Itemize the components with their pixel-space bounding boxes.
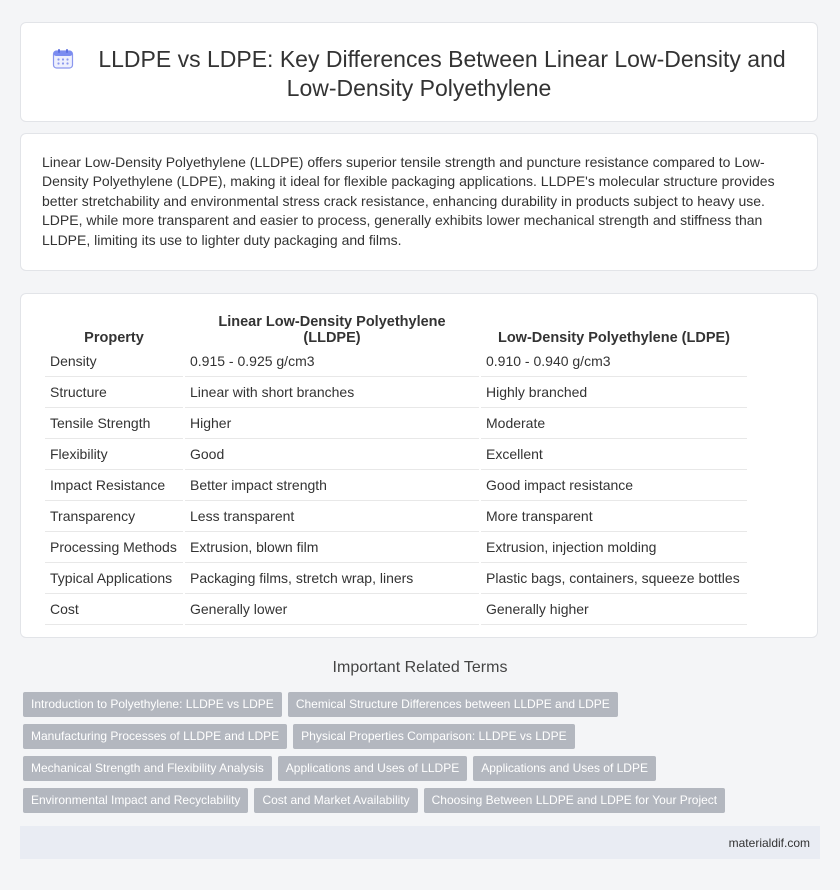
table-row (45, 408, 747, 439)
property-cell: Flexibility (45, 439, 183, 470)
lldpe-cell: Better impact strength (185, 470, 479, 501)
table-row (45, 563, 747, 594)
ldpe-cell: 0.910 - 0.940 g/cm3 (481, 346, 747, 377)
table-row (45, 439, 747, 470)
related-term-link[interactable]: Manufacturing Processes of LLDPE and LDPE (23, 724, 287, 749)
ldpe-cell: Moderate (481, 408, 747, 439)
lldpe-cell: Packaging films, stretch wrap, liners (185, 563, 479, 594)
title-line-1: LLDPE vs LDPE: Key Differences Between Linear Low-Density and (98, 46, 786, 72)
related-term-link[interactable]: Choosing Between LLDPE and LDPE for Your Project (424, 788, 726, 813)
lldpe-cell: 0.915 - 0.925 g/cm3 (185, 346, 479, 377)
tag-row (23, 692, 813, 717)
lldpe-cell: Linear with short branches (185, 377, 479, 408)
lldpe-cell: Higher (185, 408, 479, 439)
tag-row (23, 756, 813, 781)
related-term-link[interactable]: Applications and Uses of LLDPE (278, 756, 467, 781)
property-cell: Cost (45, 594, 183, 625)
table-row (45, 470, 747, 501)
property-cell: Typical Applications (45, 563, 183, 594)
tag-row (23, 788, 813, 813)
related-term-link[interactable]: Mechanical Strength and Flexibility Analysis (23, 756, 272, 781)
lldpe-cell: Less transparent (185, 501, 479, 532)
property-cell: Structure (45, 377, 183, 408)
table-row (45, 346, 747, 377)
lldpe-cell: Extrusion, blown film (185, 532, 479, 563)
ldpe-cell: Plastic bags, containers, squeeze bottles (481, 563, 747, 594)
lldpe-cell: Good (185, 439, 479, 470)
related-terms-heading: Important Related Terms (332, 659, 508, 676)
related-term-link[interactable]: Environmental Impact and Recyclability (23, 788, 248, 813)
property-cell: Processing Methods (45, 532, 183, 563)
related-term-link[interactable]: Physical Properties Comparison: LLDPE vs LDPE (293, 724, 574, 749)
page-title (21, 45, 817, 103)
ldpe-cell: Highly branched (481, 377, 747, 408)
ldpe-cell: Extrusion, injection molding (481, 532, 747, 563)
related-term-link[interactable]: Chemical Structure Differences between LLDPE and LDPE (288, 692, 618, 717)
footer-bar (20, 826, 820, 859)
table-header-row (45, 314, 747, 346)
comparison-table-card (20, 293, 818, 638)
header-lldpe: Linear Low-Density Polyethylene (LLDPE) (218, 314, 446, 346)
ldpe-cell: Excellent (481, 439, 747, 470)
related-terms-list (23, 692, 813, 820)
footer-site-link[interactable]: materialdif.com (728, 836, 810, 850)
comparison-table (43, 314, 749, 625)
table-row (45, 594, 747, 625)
related-term-link[interactable]: Applications and Uses of LDPE (473, 756, 656, 781)
ldpe-cell: Generally higher (481, 594, 747, 625)
summary-paragraph: Linear Low-Density Polyethylene (LLDPE) offers superior tensile strength and puncture resistance compared to Low-Density Polyethylene (LDPE), making it ideal for flexible packaging applications. LLDPE's molecular structure provides better stretchability and environmental stress crack resistance, enhancing durability in products subject to heavy use. LDPE, while more transparent and easier to process, generally exhibits lower mechanical strength and stiffness than LLDPE, limiting its use to lighter duty packaging and films. (42, 154, 775, 248)
property-cell: Tensile Strength (45, 408, 183, 439)
related-term-link[interactable]: Introduction to Polyethylene: LLDPE vs LDPE (23, 692, 282, 717)
property-cell: Impact Resistance (45, 470, 183, 501)
title-line-2: Low-Density Polyethylene (286, 75, 552, 101)
table-row (45, 532, 747, 563)
tag-row (23, 724, 813, 749)
property-cell: Density (45, 346, 183, 377)
header-card (20, 22, 818, 122)
calendar-icon (52, 48, 74, 70)
header-ldpe: Low-Density Polyethylene (LDPE) (497, 330, 731, 346)
lldpe-cell: Generally lower (185, 594, 479, 625)
table-row (45, 377, 747, 408)
property-cell: Transparency (45, 501, 183, 532)
header-property: Property (84, 330, 144, 346)
ldpe-cell: Good impact resistance (481, 470, 747, 501)
summary-card (20, 133, 818, 271)
ldpe-cell: More transparent (481, 501, 747, 532)
related-term-link[interactable]: Cost and Market Availability (254, 788, 417, 813)
table-row (45, 501, 747, 532)
